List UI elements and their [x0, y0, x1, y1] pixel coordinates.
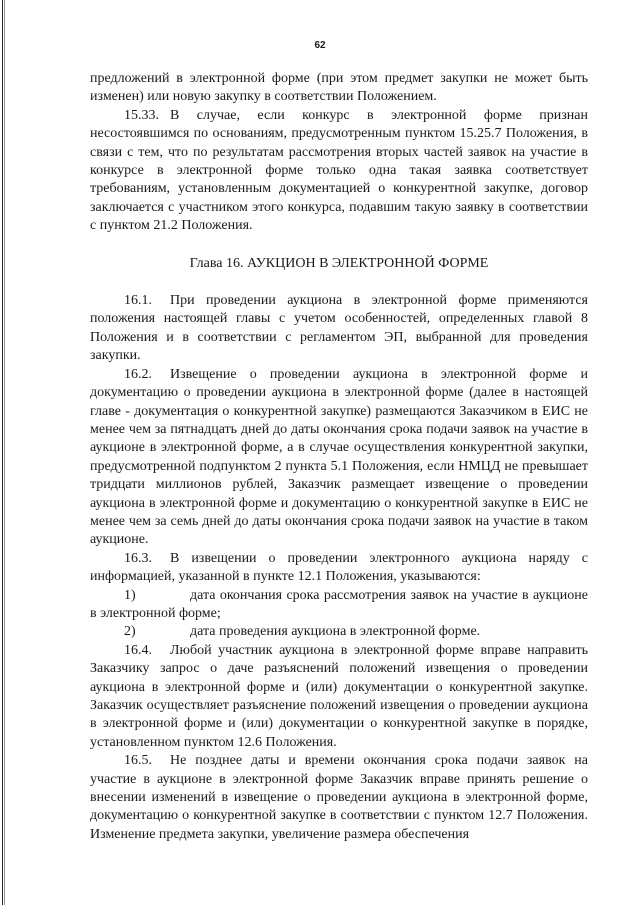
list-number: 1) [124, 587, 136, 603]
clause-number: 16.1. [124, 293, 152, 309]
document-body [90, 70, 588, 844]
paragraph-continuation [90, 70, 588, 107]
list-number: 2) [124, 624, 136, 640]
paragraph-15-33 [90, 107, 588, 236]
paragraph-text: Любой участник аукциона в электронной форме вправе направить Заказчику запрос о даче разъяснений положений извещения о проведении аукциона в электронной форме и (или) документации о конкурентной закупке. Заказчик осуществляет разъяснение положений извещения о проведении аукциона в электронной форме и (или) документации о конкурентной закупке в порядке, установленном пунктом 12.6 Положения. [90, 642, 588, 750]
paragraph-text: Не позднее даты и времени окончания срока подачи заявок на участие в аукционе в электронной форме Заказчик вправе принять решение о внесении изменений в извещение о проведении аукциона в электронной форме, документацию о конкурентной закупке в соответствии с пунктом 12.7 Положения. Изменение предмета закупки, увеличение размера обеспечения [90, 753, 588, 842]
paragraph-16-5 [90, 752, 588, 844]
clause-number: 15.33. [124, 107, 159, 123]
paragraph-text: В извещении о проведении электронного аукциона наряду с информацией, указанной в пункте 12.1 Положения, указываются: [90, 550, 588, 585]
scan-edge-shadow [4, 0, 5, 905]
list-item-text: дата окончания срока рассмотрения заявок на участие в аукционе в электронной форме; [90, 587, 588, 621]
paragraph-text: В случае, если конкурс в электронной форме признан несостоявшимся по основаниям, предусмотренным пунктом 15.25.7 Положения, в связи с тем, что по результатам рассмотрения вторых частей заявок на участие в конкурсе в электронной форме только одна такая заявка соответствует требованиям, установленным документацией о конкурентной закупке, договор заключается с участником этого конкурса, подавшим такую заявку в соответствии с пунктом 21.2 Положения. [90, 107, 588, 234]
scan-edge-line [2, 0, 3, 905]
paragraph-text: При проведении аукциона в электронной форме применяются положения настоящей главы с учетом особенностей, определенных главой 8 Положения и в соответствии с регламентом ЭП, выбранной для проведения закупки. [90, 293, 588, 364]
clause-number: 16.5. [124, 753, 152, 769]
list-item-text: дата проведения аукциона в электронной форме. [190, 624, 481, 640]
paragraph-16-3 [90, 550, 588, 587]
paragraph-16-2 [90, 366, 588, 550]
chapter-heading: Глава 16. АУКЦИОН В ЭЛЕКТРОННОЙ ФОРМЕ [189, 255, 489, 271]
list-item-2 [90, 623, 588, 641]
paragraph-text: предложений в электронной форме (при этом предмет закупки не может быть изменен) или новую закупку в соответствии Положением. [90, 71, 588, 105]
clause-number: 16.4. [124, 642, 152, 658]
paragraph-16-4 [90, 642, 588, 752]
clause-number: 16.3. [124, 550, 152, 566]
paragraph-16-1 [90, 292, 588, 366]
clause-number: 16.2. [124, 366, 152, 382]
page-number: 62 [314, 40, 326, 51]
paragraph-text: Извещение о проведении аукциона в электронной форме и документацию о проведении аукциона в электронной форме (далее в настоящей главе - документация о конкурентной закупке) размещаются Заказчиком в ЕИС не менее чем за пятнадцать дней до даты окончания срока подачи заявок на участие в аукционе в электронной форме, а в случае осуществления конкурентной закупки, предусмотренной подпунктом 2 пункта 5.1 Положения, если НМЦД не превышает тридцати миллионов рублей, Заказчик размещает извещение о проведении аукциона в электронной форме и документацию о конкурентной закупке в ЕИС не менее чем за семь дней до даты окончания срока подачи заявок на участие в таком аукционе. [90, 366, 588, 548]
list-item-1 [90, 587, 588, 624]
